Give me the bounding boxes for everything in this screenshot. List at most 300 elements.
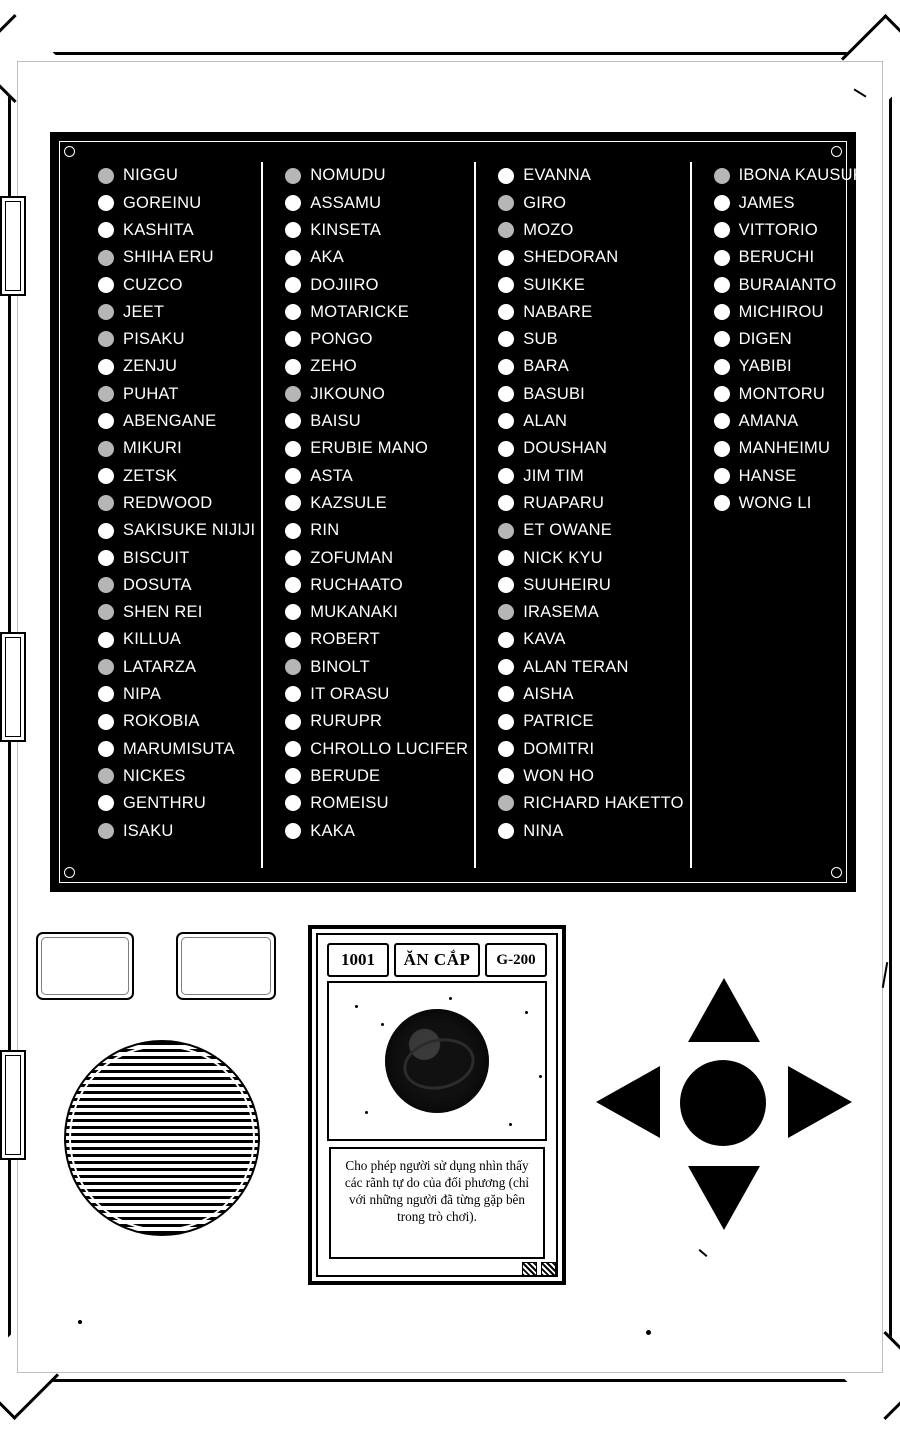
bullet-icon [285,168,301,184]
bullet-icon [98,577,114,593]
screw-icon [831,146,842,157]
list-item[interactable] [285,271,468,298]
list-item[interactable] [714,189,869,216]
name-list-screen [50,132,869,892]
list-item-label: IRASEMA [523,603,599,622]
list-item-label: RUCHAATO [310,575,403,594]
card-header [327,943,547,977]
bullet-icon [98,468,114,484]
list-item-label: BASUBI [523,384,585,403]
bullet-icon [285,577,301,593]
list-item[interactable] [98,626,255,653]
bullet-icon [714,441,730,457]
bullet-icon [98,222,114,238]
list-item-label: IT ORASU [310,685,390,704]
list-item[interactable] [714,162,869,189]
list-item[interactable] [714,244,869,271]
bullet-icon [498,304,514,320]
list-item-label: ZEHO [310,357,357,376]
list-item-label: LATARZA [123,657,197,676]
bullet-icon [285,386,301,402]
list-item[interactable] [98,217,255,244]
list-item[interactable] [98,790,255,817]
bullet-icon [498,523,514,539]
bullet-icon [98,714,114,730]
list-item-label: NICK KYU [523,548,603,567]
list-item-label: GOREINU [123,193,202,212]
list-item-label: VITTORIO [738,220,818,239]
bullet-icon [98,550,114,566]
list-item[interactable] [285,189,468,216]
list-item-label: ASTA [310,466,353,485]
list-item-label: PUHAT [123,384,179,403]
list-item-label: AKA [310,248,344,267]
list-item[interactable] [98,517,255,544]
bullet-icon [498,823,514,839]
card-cost: G-200 [485,943,547,977]
list-item-label: MICHIROU [738,302,824,321]
dpad-right-button[interactable] [788,1066,852,1138]
bullet-icon [285,359,301,375]
list-item[interactable] [98,435,255,462]
bullet-icon [98,795,114,811]
list-item[interactable] [498,271,683,298]
list-item-label: WON HO [523,766,595,785]
bullet-icon [498,686,514,702]
bullet-icon [714,195,730,211]
name-column [76,162,261,868]
bullet-icon [498,577,514,593]
list-item[interactable] [498,681,683,708]
list-item[interactable] [285,599,468,626]
list-item[interactable] [498,571,683,598]
card-artwork [327,981,547,1141]
list-item[interactable] [714,435,869,462]
bullet-icon [498,386,514,402]
list-item-label: ROKOBIA [123,712,200,731]
list-item-label: YABIBI [738,357,792,376]
bullet-icon [98,331,114,347]
list-item[interactable] [98,162,255,189]
list-item[interactable] [285,571,468,598]
bullet-icon [714,468,730,484]
list-item[interactable] [498,599,683,626]
list-item-label: AISHA [523,685,574,704]
list-item-label: SUUHEIRU [523,575,612,594]
bullet-icon [285,550,301,566]
art-speck [381,1023,384,1026]
name-column [690,162,875,868]
list-item[interactable] [714,408,869,435]
bullet-icon [498,632,514,648]
list-item[interactable] [498,326,683,353]
list-item[interactable] [98,408,255,435]
list-item[interactable] [285,708,468,735]
bullet-icon [285,523,301,539]
bullet-icon [285,250,301,266]
list-item[interactable] [98,735,255,762]
bullet-icon [285,195,301,211]
list-item-label: ALAN [523,412,568,431]
list-item[interactable] [285,681,468,708]
bullet-icon [98,413,114,429]
bullet-icon [285,659,301,675]
bullet-icon [98,604,114,620]
bullet-icon [98,823,114,839]
card-id: 1001 [327,943,389,977]
list-item[interactable] [98,708,255,735]
bullet-icon [498,168,514,184]
list-item[interactable] [285,462,468,489]
bullet-icon [98,523,114,539]
list-item-label: JIM TIM [523,466,584,485]
bullet-icon [98,495,114,511]
side-port-middle[interactable] [0,632,26,742]
list-item-label: ZENJU [123,357,178,376]
bullet-icon [98,250,114,266]
list-item-label: ZETSK [123,466,178,485]
bullet-icon [285,795,301,811]
bullet-icon [714,359,730,375]
list-item[interactable] [98,653,255,680]
dpad-center-button[interactable] [680,1060,766,1146]
list-item-label: SUB [523,330,558,349]
list-item[interactable] [98,462,255,489]
list-item-label: BURAIANTO [738,275,837,294]
list-item-label: MOZO [523,220,574,239]
list-item[interactable] [714,380,869,407]
bullet-icon [498,741,514,757]
name-column [261,162,474,868]
list-item-label: BISCUIT [123,548,190,567]
bullet-icon [98,359,114,375]
list-item-label: REDWOOD [123,493,213,512]
list-item[interactable] [98,490,255,517]
speaker-ring [69,1045,255,1231]
list-item[interactable] [714,298,869,325]
list-item[interactable] [498,462,683,489]
list-item[interactable] [98,353,255,380]
bullet-icon [98,195,114,211]
list-item[interactable] [98,599,255,626]
list-item[interactable] [714,217,869,244]
list-item-label: IBONA KAUSUKI [738,166,869,185]
bullet-icon [498,768,514,784]
bullet-icon [714,250,730,266]
art-speck [525,1011,528,1014]
bullet-icon [498,714,514,730]
list-item[interactable] [285,162,468,189]
list-item[interactable] [498,653,683,680]
list-item-label: PISAKU [123,330,185,349]
list-item-label: AMANA [738,412,799,431]
list-item[interactable] [285,408,468,435]
card-mark-icon [522,1262,537,1277]
list-item-label: CUZCO [123,275,183,294]
list-item-label: BERUCHI [738,248,815,267]
bullet-icon [285,768,301,784]
list-item[interactable] [98,380,255,407]
bullet-icon [498,604,514,620]
list-item[interactable] [285,735,468,762]
bullet-icon [98,768,114,784]
list-item[interactable] [498,817,683,844]
screw-icon [831,867,842,878]
list-item[interactable] [714,271,869,298]
list-item[interactable] [98,571,255,598]
bullet-icon [498,659,514,675]
bullet-icon [714,386,730,402]
bullet-icon [498,250,514,266]
list-item-label: PATRICE [523,712,594,731]
list-item-label: KASHITA [123,220,194,239]
list-item[interactable] [285,353,468,380]
list-item-label: GENTHRU [123,794,206,813]
list-item-label: JAMES [738,193,795,212]
list-item-label: RIN [310,521,340,540]
list-item-label: BINOLT [310,657,370,676]
bullet-icon [285,413,301,429]
list-item-label: BERUDE [310,766,381,785]
list-item[interactable] [714,353,869,380]
list-item[interactable] [498,544,683,571]
bullet-icon [714,495,730,511]
bullet-icon [498,195,514,211]
list-item[interactable] [714,326,869,353]
list-item-label: JEET [123,302,165,321]
dpad-left-button[interactable] [596,1066,660,1138]
list-item[interactable] [714,490,869,517]
screw-icon [64,867,75,878]
list-item[interactable] [285,326,468,353]
bullet-icon [714,277,730,293]
bullet-icon [285,686,301,702]
list-item[interactable] [498,162,683,189]
bullet-icon [714,222,730,238]
list-item[interactable] [285,653,468,680]
list-item[interactable] [285,626,468,653]
list-item[interactable] [498,353,683,380]
bullet-icon [285,222,301,238]
list-item[interactable] [498,763,683,790]
bullet-icon [498,468,514,484]
list-item-label: ET OWANE [523,521,612,540]
list-item[interactable] [498,790,683,817]
list-item-label: KILLUA [123,630,182,649]
list-item-label: DOJIIRO [310,275,379,294]
list-item-label: SHIHA ERU [123,248,214,267]
list-item[interactable] [285,490,468,517]
bullet-icon [285,632,301,648]
list-item[interactable] [98,189,255,216]
dpad [592,972,856,1236]
list-item-label: ERUBIE MANO [310,439,429,458]
bullet-icon [285,823,301,839]
list-item-label: MONTORU [738,384,825,403]
list-item-label: NICKES [123,766,186,785]
list-item-label: DOSUTA [123,575,192,594]
card-description: Cho phép người sử dụng nhìn thấy các rãnh tự do của đối phương (chỉ với những người đã từng gặp bên trong trò chơi). [329,1147,545,1259]
list-item-label: GIRO [523,193,567,212]
bullet-icon [98,168,114,184]
bullet-icon [285,741,301,757]
function-button-right[interactable] [176,932,276,1000]
list-item[interactable] [98,244,255,271]
list-item-label: DOMITRI [523,739,595,758]
bullet-icon [714,168,730,184]
list-item[interactable] [98,326,255,353]
list-item[interactable] [498,517,683,544]
bullet-icon [498,222,514,238]
list-item-label: SUIKKE [523,275,585,294]
list-item[interactable] [285,817,468,844]
bullet-icon [498,550,514,566]
list-item-label: JIKOUNO [310,384,386,403]
art-speck [365,1111,368,1114]
dpad-up-button[interactable] [688,978,760,1042]
bullet-icon [714,331,730,347]
list-item-label: NOMUDU [310,166,386,185]
list-item[interactable] [498,490,683,517]
list-item[interactable] [98,681,255,708]
card-mark-icon [541,1262,556,1277]
list-item-label: KAKA [310,821,356,840]
list-item[interactable] [498,626,683,653]
card-title: ĂN CẮP [394,943,480,977]
list-item-label: ROMEISU [310,794,389,813]
list-item-label: ABENGANE [123,412,217,431]
list-item[interactable] [498,435,683,462]
list-item-label: NIGGU [123,166,179,185]
frame-corner-bottom-right [841,1331,900,1420]
bullet-icon [285,468,301,484]
bullet-icon [285,714,301,730]
list-item-label: KAZSULE [310,493,387,512]
list-item[interactable] [98,271,255,298]
list-item[interactable] [98,298,255,325]
list-item-label: MANHEIMU [738,439,831,458]
list-item-label: KINSETA [310,220,382,239]
list-item-label: DIGEN [738,330,792,349]
screw-icon [64,146,75,157]
art-speck [449,997,452,1000]
list-item-label: BARA [523,357,569,376]
dpad-down-button[interactable] [688,1166,760,1230]
art-speck [509,1123,512,1126]
list-item-label: MUKANAKI [310,603,399,622]
list-item-label: MIKURI [123,439,182,458]
list-item[interactable] [285,544,468,571]
bullet-icon [98,686,114,702]
list-item-label: SAKISUKE NIJIJI [123,521,256,540]
bullet-icon [498,277,514,293]
card-marks [522,1262,556,1277]
list-item-label: RICHARD HAKETTO [523,794,684,813]
bullet-icon [285,331,301,347]
list-item[interactable] [98,763,255,790]
list-item[interactable] [498,708,683,735]
bullet-icon [285,304,301,320]
bullet-icon [285,495,301,511]
list-item[interactable] [498,189,683,216]
list-item-label: KAVA [523,630,566,649]
side-port-bottom[interactable] [0,1050,26,1160]
list-item[interactable] [285,435,468,462]
list-item-label: ZOFUMAN [310,548,394,567]
bullet-icon [498,441,514,457]
list-item-label: SHEN REI [123,603,203,622]
function-button-left[interactable] [36,932,134,1000]
ink-mark [646,1330,651,1335]
name-column [474,162,689,868]
side-port-top[interactable] [0,196,26,296]
list-item[interactable] [498,217,683,244]
list-item-label: WONG LI [738,493,812,512]
bullet-icon [98,632,114,648]
list-item-label: SHEDORAN [523,248,619,267]
list-item[interactable] [285,790,468,817]
list-item-label: HANSE [738,466,797,485]
frame-corner-top-left [0,14,59,103]
list-item-label: MOTARICKE [310,302,409,321]
list-item-label: RUAPARU [523,493,605,512]
bullet-icon [98,741,114,757]
list-item[interactable] [285,763,468,790]
list-item[interactable] [285,517,468,544]
frame-corner-top-right [841,14,900,103]
list-item[interactable] [98,817,255,844]
list-item-label: NIPA [123,685,162,704]
art-speck [355,1005,358,1008]
bullet-icon [98,386,114,402]
list-item[interactable] [285,217,468,244]
list-item-label: CHROLLO LUCIFER [310,739,469,758]
bullet-icon [498,795,514,811]
bullet-icon [98,304,114,320]
list-item[interactable] [498,735,683,762]
card-display[interactable] [308,925,566,1285]
list-item-label: RURUPR [310,712,383,731]
list-item-label: DOUSHAN [523,439,608,458]
list-item[interactable] [285,244,468,271]
bullet-icon [285,277,301,293]
speaker-grille [64,1040,260,1236]
bullet-icon [98,441,114,457]
list-item[interactable] [498,408,683,435]
ink-mark [78,1320,82,1324]
bullet-icon [498,495,514,511]
list-item-label: ASSAMU [310,193,382,212]
list-item[interactable] [98,544,255,571]
list-item[interactable] [285,380,468,407]
list-item-label: ISAKU [123,821,174,840]
list-item-label: NABARE [523,302,593,321]
list-item[interactable] [285,298,468,325]
bullet-icon [714,413,730,429]
bullet-icon [285,441,301,457]
bullet-icon [285,604,301,620]
bullet-icon [714,304,730,320]
list-item[interactable] [498,380,683,407]
list-item-label: PONGO [310,330,373,349]
list-item-label: ROBERT [310,630,380,649]
bullet-icon [98,659,114,675]
list-item[interactable] [714,462,869,489]
list-item[interactable] [498,244,683,271]
list-item-label: BAISU [310,412,361,431]
list-item[interactable] [498,298,683,325]
frame-corner-bottom-left [0,1331,59,1420]
